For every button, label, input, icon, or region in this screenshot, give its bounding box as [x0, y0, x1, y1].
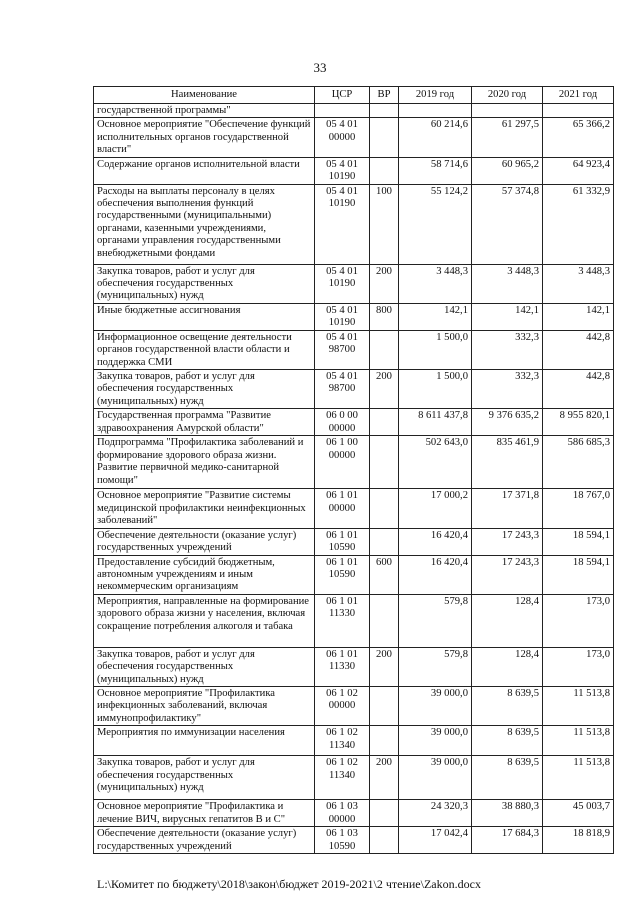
cell-name: Закупка товаров, работ и услуг для обеспечения государственных (муниципальных) нужд: [94, 756, 315, 800]
table-row: [94, 104, 614, 118]
cell-vr: [370, 594, 399, 647]
cell-name: Подпрограмма "Профилактика заболеваний и формирование здорового образа жизни. Развитие первичной медико-санитарной помощи": [94, 436, 315, 489]
cell-2019: 39 000,0: [399, 686, 472, 725]
table-row: [94, 409, 614, 436]
cell-vr: 200: [370, 264, 399, 303]
table-row: [94, 827, 614, 854]
cell-2020: 8 639,5: [472, 726, 543, 756]
cell-name: Основное мероприятие "Развитие системы медицинской профилактики неинфекционных заболеваний": [94, 489, 315, 528]
cell-name: Иные бюджетные ассигнования: [94, 303, 315, 330]
cell-2021: 18 767,0: [543, 489, 614, 528]
table-row: [94, 370, 614, 409]
cell-2020: 142,1: [472, 303, 543, 330]
cell-csr: 05 4 01 00000: [315, 118, 370, 157]
cell-2021: 8 955 820,1: [543, 409, 614, 436]
cell-2020: 835 461,9: [472, 436, 543, 489]
cell-2020: 9 376 635,2: [472, 409, 543, 436]
cell-2019: 8 611 437,8: [399, 409, 472, 436]
cell-csr: 06 1 01 00000: [315, 489, 370, 528]
footer-file-path: L:\Комитет по бюджету\2018\закон\бюджет 2019-2021\2 чтение\Zakon.docx: [97, 877, 481, 891]
cell-name: Основное мероприятие "Обеспечение функций исполнительных органов государственной власти": [94, 118, 315, 157]
table-row: [94, 157, 614, 184]
cell-2019: 579,8: [399, 594, 472, 647]
table-row: [94, 686, 614, 725]
table-row: [94, 756, 614, 800]
cell-vr: [370, 118, 399, 157]
cell-2019: 579,8: [399, 647, 472, 686]
table-row: [94, 726, 614, 756]
cell-2021: 18 594,1: [543, 528, 614, 555]
table-row: [94, 330, 614, 369]
cell-vr: [370, 409, 399, 436]
table-row: [94, 528, 614, 555]
cell-vr: 200: [370, 756, 399, 800]
table-row: [94, 489, 614, 528]
cell-2019: 55 124,2: [399, 184, 472, 264]
cell-2020: 17 684,3: [472, 827, 543, 854]
cell-2020: 60 965,2: [472, 157, 543, 184]
cell-vr: [370, 157, 399, 184]
cell-name: Обеспечение деятельности (оказание услуг) государственных учреждений: [94, 528, 315, 555]
cell-2020: [472, 104, 543, 118]
cell-name: Основное мероприятие "Профилактика инфекционных заболеваний, включая иммунопрофилактику": [94, 686, 315, 725]
cell-2019: 16 420,4: [399, 555, 472, 594]
table-row: [94, 647, 614, 686]
cell-name: Предоставление субсидий бюджетным, автономным учреждениям и иным некоммерческим организациям: [94, 555, 315, 594]
cell-csr: 06 1 00 00000: [315, 436, 370, 489]
cell-2020: 38 880,3: [472, 800, 543, 827]
cell-csr: 05 4 01 10190: [315, 157, 370, 184]
cell-2019: 142,1: [399, 303, 472, 330]
cell-csr: 05 4 01 98700: [315, 370, 370, 409]
cell-name: Обеспечение деятельности (оказание услуг) государственных учреждений: [94, 827, 315, 854]
cell-csr: 05 4 01 10190: [315, 264, 370, 303]
table-row: [94, 800, 614, 827]
header-name: Наименование: [94, 87, 315, 104]
cell-csr: 05 4 01 98700: [315, 330, 370, 369]
table-row: [94, 184, 614, 264]
cell-vr: [370, 330, 399, 369]
cell-name: Мероприятия, направленные на формирование здорового образа жизни у населения, включая сокращение потребления алкоголя и табака: [94, 594, 315, 647]
cell-csr: 05 4 01 10190: [315, 184, 370, 264]
cell-vr: 200: [370, 647, 399, 686]
cell-name: Закупка товаров, работ и услуг для обеспечения государственных (муниципальных) нужд: [94, 264, 315, 303]
cell-csr: 06 1 03 10590: [315, 827, 370, 854]
cell-vr: [370, 827, 399, 854]
page-number: 33: [313, 60, 327, 75]
cell-2019: 1 500,0: [399, 370, 472, 409]
cell-2021: 61 332,9: [543, 184, 614, 264]
cell-2020: 61 297,5: [472, 118, 543, 157]
cell-2019: 24 320,3: [399, 800, 472, 827]
table-row: [94, 303, 614, 330]
cell-2021: 11 513,8: [543, 756, 614, 800]
cell-2020: 332,3: [472, 370, 543, 409]
cell-2020: 17 243,3: [472, 555, 543, 594]
cell-vr: [370, 489, 399, 528]
cell-2020: 128,4: [472, 647, 543, 686]
table-body: [94, 104, 614, 854]
cell-2021: [543, 104, 614, 118]
header-csr: ЦСР: [315, 87, 370, 104]
table-row: [94, 436, 614, 489]
cell-vr: 800: [370, 303, 399, 330]
header-2020: 2020 год: [472, 87, 543, 104]
cell-2020: 57 374,8: [472, 184, 543, 264]
cell-name: государственной программы": [94, 104, 315, 118]
cell-csr: 06 0 00 00000: [315, 409, 370, 436]
cell-2019: 39 000,0: [399, 726, 472, 756]
cell-2020: 17 371,8: [472, 489, 543, 528]
cell-csr: 05 4 01 10190: [315, 303, 370, 330]
cell-2021: 18 818,9: [543, 827, 614, 854]
cell-2020: 8 639,5: [472, 756, 543, 800]
cell-vr: [370, 800, 399, 827]
cell-vr: [370, 436, 399, 489]
cell-name: Информационное освещение деятельности органов государственной власти области и поддержка СМИ: [94, 330, 315, 369]
cell-name: Государственная программа "Развитие здравоохранения Амурской области": [94, 409, 315, 436]
budget-table: [93, 86, 614, 854]
table-row: [94, 594, 614, 647]
cell-name: Основное мероприятие "Профилактика и лечение ВИЧ, вирусных гепатитов В и С": [94, 800, 315, 827]
table-row: [94, 264, 614, 303]
cell-csr: 06 1 01 11330: [315, 594, 370, 647]
table-row: [94, 118, 614, 157]
cell-name: Содержание органов исполнительной власти: [94, 157, 315, 184]
cell-2021: 173,0: [543, 647, 614, 686]
cell-vr: 600: [370, 555, 399, 594]
header-vr: ВР: [370, 87, 399, 104]
cell-vr: [370, 726, 399, 756]
cell-2019: 16 420,4: [399, 528, 472, 555]
cell-2021: 45 003,7: [543, 800, 614, 827]
cell-2020: 332,3: [472, 330, 543, 369]
table-row: [94, 555, 614, 594]
cell-2020: 17 243,3: [472, 528, 543, 555]
cell-2021: 65 366,2: [543, 118, 614, 157]
cell-2019: [399, 104, 472, 118]
cell-csr: 06 1 01 11330: [315, 647, 370, 686]
cell-2021: 3 448,3: [543, 264, 614, 303]
cell-2019: 60 214,6: [399, 118, 472, 157]
cell-vr: [370, 528, 399, 555]
cell-csr: 06 1 02 11340: [315, 756, 370, 800]
cell-vr: 100: [370, 184, 399, 264]
cell-2021: 18 594,1: [543, 555, 614, 594]
cell-2019: 3 448,3: [399, 264, 472, 303]
cell-vr: 200: [370, 370, 399, 409]
cell-2021: 142,1: [543, 303, 614, 330]
cell-2021: 442,8: [543, 330, 614, 369]
cell-name: Закупка товаров, работ и услуг для обеспечения государственных (муниципальных) нужд: [94, 647, 315, 686]
table-header-row: [94, 87, 614, 104]
cell-2019: 58 714,6: [399, 157, 472, 184]
cell-2020: 3 448,3: [472, 264, 543, 303]
cell-2021: 11 513,8: [543, 686, 614, 725]
cell-2021: 64 923,4: [543, 157, 614, 184]
cell-name: Мероприятия по иммунизации населения: [94, 726, 315, 756]
cell-2019: 17 042,4: [399, 827, 472, 854]
cell-vr: [370, 104, 399, 118]
cell-csr: 06 1 01 10590: [315, 528, 370, 555]
cell-2019: 1 500,0: [399, 330, 472, 369]
cell-2021: 173,0: [543, 594, 614, 647]
cell-2019: 39 000,0: [399, 756, 472, 800]
cell-csr: 06 1 02 11340: [315, 726, 370, 756]
cell-2021: 586 685,3: [543, 436, 614, 489]
cell-csr: 06 1 01 10590: [315, 555, 370, 594]
cell-name: Закупка товаров, работ и услуг для обеспечения государственных (муниципальных) нужд: [94, 370, 315, 409]
cell-vr: [370, 686, 399, 725]
header-2019: 2019 год: [399, 87, 472, 104]
cell-2021: 442,8: [543, 370, 614, 409]
cell-csr: [315, 104, 370, 118]
cell-2020: 128,4: [472, 594, 543, 647]
cell-2021: 11 513,8: [543, 726, 614, 756]
cell-2020: 8 639,5: [472, 686, 543, 725]
header-2021: 2021 год: [543, 87, 614, 104]
cell-2019: 502 643,0: [399, 436, 472, 489]
cell-name: Расходы на выплаты персоналу в целях обеспечения выполнения функций государственными (муниципальными) органами, казенными учреждениями, органами управления государственными внебюджетными фондами: [94, 184, 315, 264]
cell-csr: 06 1 03 00000: [315, 800, 370, 827]
cell-2019: 17 000,2: [399, 489, 472, 528]
cell-csr: 06 1 02 00000: [315, 686, 370, 725]
